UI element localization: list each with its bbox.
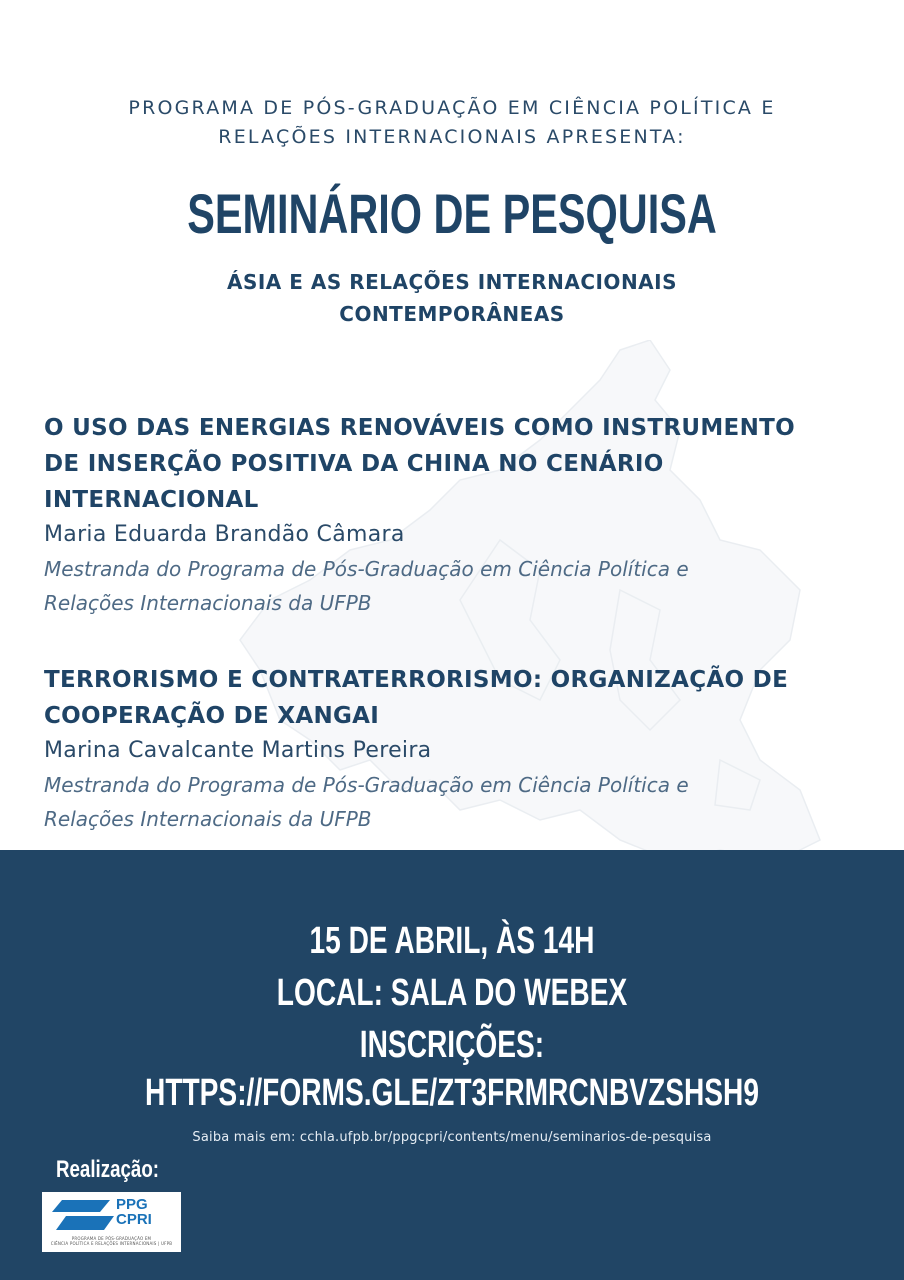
event-registration-label: INSCRIÇÕES: — [359, 1024, 545, 1066]
event-location: LOCAL: SALA DO WEBEX — [276, 972, 628, 1014]
talk-1 — [44, 410, 864, 620]
subtitle-line-2: CONTEMPORÂNEAS — [339, 302, 565, 326]
talk-2-role-line-1: Mestranda do Programa de Pós-Graduação em Ciência Política e — [44, 773, 689, 797]
talk-2-title-line-2: COOPERAÇÃO DE XANGAI — [44, 703, 380, 729]
talk-1-speaker: Maria Eduarda Brandão Câmara — [44, 522, 405, 547]
organizer-label: Realização: — [56, 1156, 160, 1183]
logo-caption-line-1: PROGRAMA DE PÓS-GRADUAÇÃO EM — [71, 1236, 152, 1241]
ppgcpri-logo — [42, 1192, 181, 1252]
kicker-line-1: PROGRAMA DE PÓS-GRADUAÇÃO EM CIÊNCIA POLÍTICA E — [128, 97, 776, 119]
talk-2-title-line-1: TERRORISMO E CONTRATERRORISMO: ORGANIZAÇÃO DE — [44, 667, 789, 693]
page-title: SEMINÁRIO DE PESQUISA — [187, 182, 717, 245]
talk-1-role-line-2: Relações Internacionais da UFPB — [44, 591, 372, 615]
program-kicker — [0, 94, 904, 152]
seminar-subtitle — [0, 266, 904, 330]
subtitle-line-1: ÁSIA E AS RELAÇÕES INTERNACIONAIS — [226, 270, 677, 294]
logo-line-1: PPG — [116, 1196, 148, 1213]
more-info-link[interactable]: Saiba mais em: cchla.ufpb.br/ppgcpri/contents/menu/seminarios-de-pesquisa — [192, 1130, 712, 1145]
talk-2 — [44, 662, 864, 836]
talk-1-title-line-2: DE INSERÇÃO POSITIVA DA CHINA NO CENÁRIO — [44, 451, 664, 477]
kicker-line-2: RELAÇÕES INTERNACIONAIS APRESENTA: — [218, 126, 686, 148]
event-date: 15 DE ABRIL, ÀS 14H — [309, 920, 595, 962]
talk-2-role-line-2: Relações Internacionais da UFPB — [44, 807, 372, 831]
logo-caption — [44, 1236, 179, 1246]
talk-1-role-line-1: Mestranda do Programa de Pós-Graduação em Ciência Política e — [44, 557, 689, 581]
logo-mark-icon — [48, 1196, 118, 1236]
talk-1-title-line-3: INTERNACIONAL — [44, 487, 259, 513]
logo-line-2: CPRI — [116, 1211, 152, 1228]
logo-wordmark — [116, 1197, 152, 1227]
talk-2-speaker: Marina Cavalcante Martins Pereira — [44, 738, 432, 763]
registration-link[interactable]: HTTPS://FORMS.GLE/ZT3FRMRCNBVZSHSH9 — [145, 1072, 759, 1114]
talk-1-title-line-1: O USO DAS ENERGIAS RENOVÁVEIS COMO INSTRUMENTO — [44, 415, 795, 441]
logo-caption-line-2: CIÊNCIA POLÍTICA E RELAÇÕES INTERNACIONAIS | UFPB — [50, 1241, 173, 1246]
